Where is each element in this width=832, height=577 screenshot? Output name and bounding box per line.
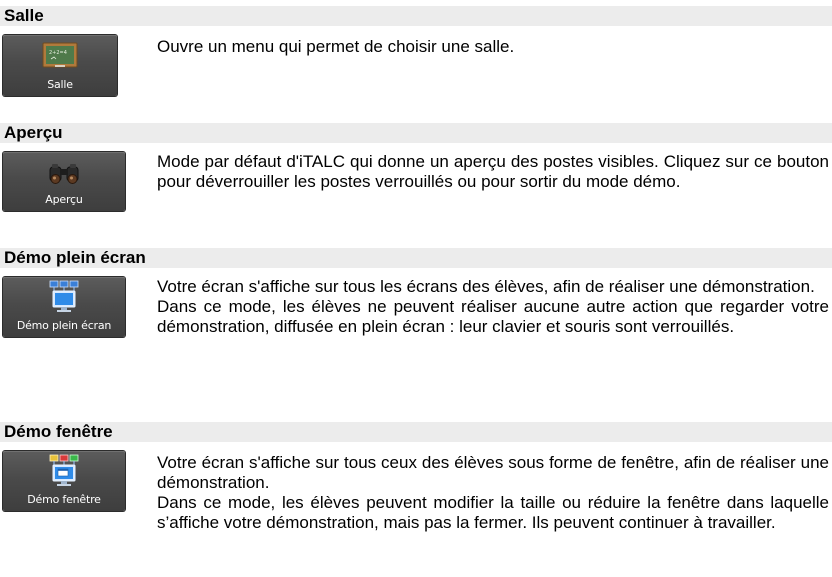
- demo-plein-ecran-description: [157, 277, 829, 337]
- demo-fenetre-button-label: Démo fenêtre: [27, 493, 101, 506]
- salle-button-label: Salle: [47, 78, 73, 91]
- apercu-description-text: Mode par défaut d'iTALC qui donne un aperçu des postes visibles. Cliquez sur ce bouton pour déverrouiller les postes verrouillés ou pour sortir du mode démo.: [157, 152, 829, 191]
- demo-fenetre-description: [157, 453, 829, 533]
- apercu-description: [157, 152, 829, 192]
- demo-plein-ecran-paragraph-1: Votre écran s'affiche sur tous les écrans des élèves, afin de réaliser une démonstration.: [157, 277, 815, 296]
- fullscreen-demo-icon: [44, 280, 84, 321]
- apercu-button-label: Aperçu: [45, 193, 83, 206]
- binoculars-icon: [47, 161, 81, 192]
- salle-button[interactable]: [3, 35, 117, 96]
- svg-text:2+2=4: 2+2=4: [49, 50, 67, 56]
- demo-fenetre-paragraph-2: Dans ce mode, les élèves peuvent modifier la taille ou réduire la fenêtre dans laquelle s’affiche votre démonstration, mais pas la fermer. Ils peuvent continuer à travailler.: [157, 493, 829, 532]
- section-heading-apercu: Aperçu: [0, 123, 832, 143]
- section-heading-demo-fenetre: Démo fenêtre: [0, 422, 832, 442]
- salle-description-text: Ouvre un menu qui permet de choisir une salle.: [157, 37, 515, 56]
- section-heading-salle: Salle: [0, 6, 832, 26]
- demo-plein-ecran-button[interactable]: [3, 277, 125, 337]
- demo-fenetre-paragraph-1: Votre écran s'affiche sur tous ceux des élèves sous forme de fenêtre, afin de réaliser une démonstration.: [157, 453, 829, 492]
- demo-plein-ecran-paragraph-2: Dans ce mode, les élèves ne peuvent réaliser aucune autre action que regarder votre démonstration, diffusée en plein écran : leur clavier et souris sont verrouillés.: [157, 297, 829, 336]
- demo-fenetre-button[interactable]: [3, 451, 125, 511]
- apercu-button[interactable]: [3, 152, 125, 211]
- window-demo-icon: [44, 454, 84, 495]
- section-heading-demo-plein-ecran: Démo plein écran: [0, 248, 832, 268]
- salle-description: [157, 37, 829, 57]
- chalkboard-icon: [41, 41, 79, 80]
- demo-plein-ecran-button-label: Démo plein écran: [16, 319, 112, 332]
